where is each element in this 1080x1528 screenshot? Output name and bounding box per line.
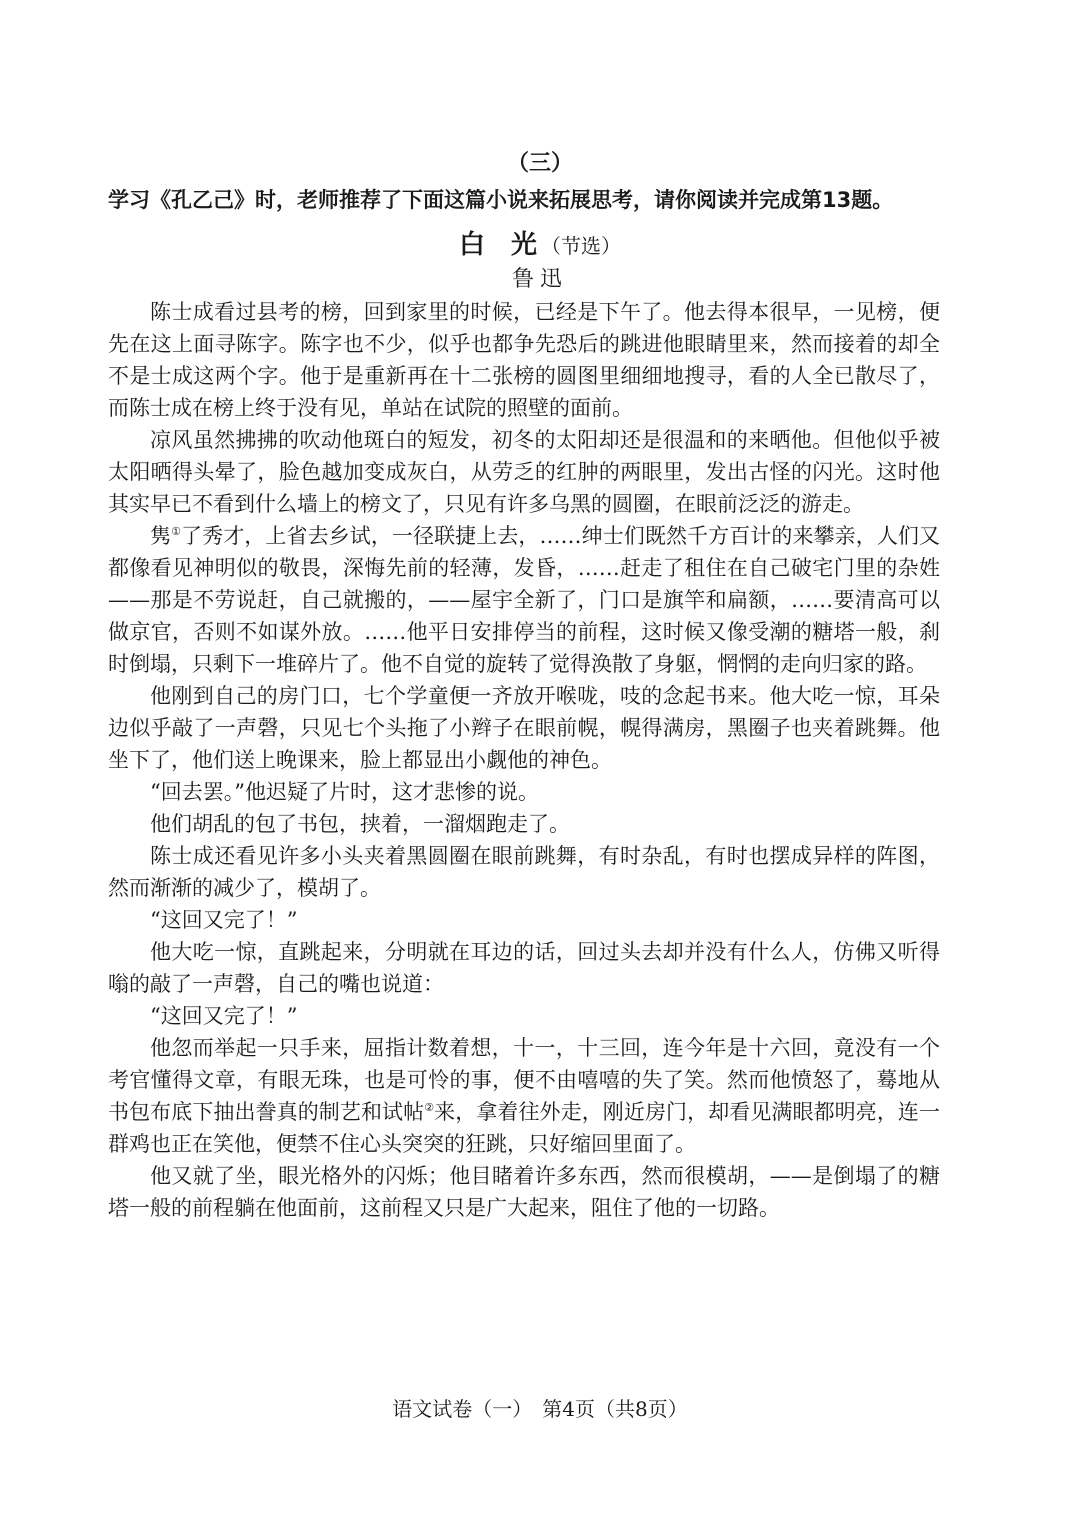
paragraph: “回去罢。”他迟疑了片时，这才悲惨的说。 [150,780,539,804]
paragraph: 他又就了坐，眼光格外的闪烁；他目睹着许多东西，然而很模胡，——是倒塌了的糖塔一般的前程躺在他面前，这前程又只是广大起来，阻住了他的一切路。 [108,1164,940,1220]
story-body [108,296,940,1224]
paragraph: “这回又完了！” [150,1004,298,1028]
story-author: 鲁迅 [511,267,568,292]
paragraph: 陈士成看过县考的榜，回到家里的时候，已经是下午了。他去得本很早，一见榜，便先在这上面寻陈字。陈字也不少，似乎也都争先恐后的跳进他眼睛里来，然而接着的却全不是士成这两个字。他于是重新再在十二张榜的圆图里细细地搜寻，看的人全已散尽了，而陈士成在榜上终于没有见，单站在试院的照壁的面前。 [108,300,940,420]
footnote-marker-2: ② [424,1101,435,1114]
story-title [0,224,1080,261]
footnote-anchor-word: 隽 [150,524,172,548]
paragraph: 他刚到自己的房门口，七个学童便一齐放开喉咙，吱的念起书来。他大吃一惊，耳朵边似乎敲了一声磬，只见七个头拖了小辫子在眼前幌，幌得满房，黑圈子也夹着跳舞。他坐下了，他们送上晚课来，脸上都显出小觑他的神色。 [108,684,940,772]
paragraph: 他大吃一惊，直跳起来，分明就在耳边的话，回过头去却并没有什么人，仿佛又听得嗡的敲了一声磬，自己的嘴也说道： [108,940,940,996]
paragraph [108,1032,940,1160]
paragraph: 凉风虽然拂拂的吹动他斑白的短发，初冬的太阳却还是很温和的来晒他。但他似乎被太阳晒得头晕了，脸色越加变成灰白，从劳乏的红肿的两眼里，发出古怪的闪光。这时他其实早已不看到什么墙上的榜文了，只见有许多乌黑的圆圈，在眼前泛泛的游走。 [108,428,940,516]
intro-instruction: 学习《孔乙己》时，老师推荐了下面这篇小说来拓展思考，请你阅读并完成第13题。 [108,188,894,212]
paragraph-text: 来，拿着往外走，刚近房门，却看见满眼都明亮，连一群鸡也正在笑他，便禁不住心头突突的狂跳，只好缩回里面了。 [108,1100,940,1156]
paragraph-text: 他忽而举起一只手来，屈指计数着想，十一，十三回，连今年是十六回，竟没有一个考官懂得文章，有眼无珠，也是可怜的事，便不由嘻嘻的失了笑。然而他愤怒了，蓦地从书包布底下抽出誊真的制艺和试帖 [108,1036,940,1124]
excerpt-note: （节选） [541,234,621,258]
paragraph [108,520,940,680]
page-footer: 语文试卷（一） 第4页（共8页） [392,1397,688,1421]
paragraph: 陈士成还看见许多小头夹着黑圆圈在眼前跳舞，有时杂乱，有时也摆成异样的阵图，然而渐渐的减少了，模胡了。 [108,844,940,900]
paragraph-text: 了秀才，上省去乡试，一径联捷上去，……绅士们既然千方百计的来攀亲，人们又都像看见神明似的敬畏，深悔先前的轻薄，发昏，……赶走了租住在自己破宅门里的杂姓——那是不劳说赶，自己就搬的，——屋宇全新了，门口是旗竿和扁额，……要清高可以做京官，否则不如谋外放。……他平日安排停当的前程，这时候又像受潮的糖塔一般，刹时倒塌，只剩下一堆碎片了。他不自觉的旋转了觉得涣散了身躯，惘惘的走向归家的路。 [108,524,940,676]
paragraph: “这回又完了！” [150,908,298,932]
story-title-text: 白 光 [458,230,537,260]
section-number: （三） [506,151,573,176]
paragraph: 他们胡乱的包了书包，挟着，一溜烟跑走了。 [150,812,570,836]
footnote-marker-1: ① [171,525,182,538]
